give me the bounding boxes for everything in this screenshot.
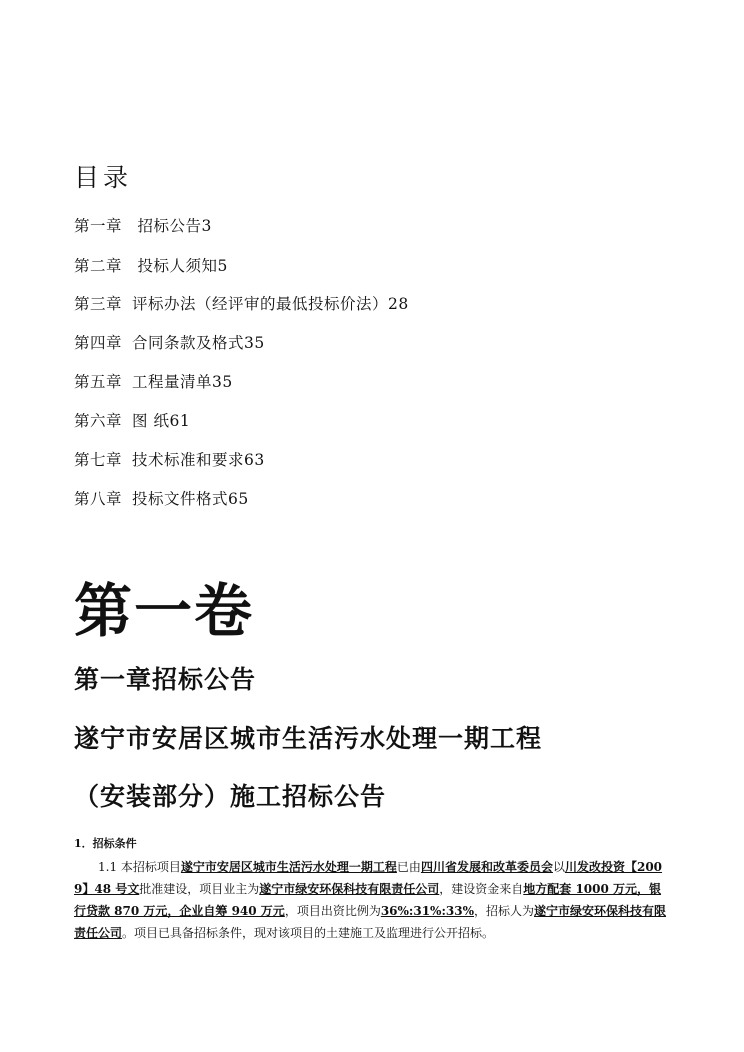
- volume-title: 第一卷: [74, 577, 255, 645]
- toc-entry-2: [74, 254, 228, 276]
- toc-chapter: 第二章: [74, 257, 123, 275]
- toc-entry-6: [74, 409, 190, 431]
- toc-entry-1: [74, 214, 212, 236]
- toc-chapter: 第四章: [74, 334, 123, 352]
- chapter-heading: 第一章招标公告: [74, 665, 257, 694]
- toc-chapter: 第六章: [74, 412, 123, 430]
- toc-heading: 目录: [74, 163, 133, 192]
- funding-ratio-underlined: 36%:31%:33%: [380, 904, 474, 918]
- toc-page: 35: [244, 334, 265, 352]
- toc-entry-3: [74, 292, 409, 314]
- toc-title: 投标人须知: [132, 257, 218, 275]
- tenderer-name-underlined: 遂宁市绿安环保科技有限责任公司: [74, 904, 667, 940]
- toc-page: 3: [201, 217, 212, 235]
- approval-authority-underlined: 四川省发展和改革委员会: [420, 860, 553, 874]
- toc-entry-4: [74, 331, 265, 353]
- para-text: 已由: [396, 860, 421, 874]
- para-text: ，建设资金来自: [439, 882, 524, 896]
- owner-name-underlined: 遂宁市绿安环保科技有限责任公司: [259, 882, 440, 896]
- toc-title: 图 纸: [132, 412, 170, 430]
- toc-page: 65: [228, 490, 249, 508]
- para-text: 。项目已具备招标条件，现对该项目的土建施工及监理进行公开招标。: [122, 926, 495, 940]
- toc-chapter: 第一章: [74, 217, 123, 235]
- toc-title: 评标办法（经评审的最低投标价法）: [132, 295, 389, 313]
- section-label: 1．招标条件: [74, 837, 137, 850]
- toc-chapter: 第八章: [74, 490, 123, 508]
- toc-page: 61: [169, 412, 191, 430]
- toc-title: 投标文件格式: [132, 490, 229, 508]
- toc-title: 工程量清单: [132, 373, 213, 391]
- toc-chapter: 第三章: [74, 295, 123, 313]
- para-text: 1.1 本招标项目: [98, 860, 181, 874]
- toc-page: 5: [217, 257, 228, 275]
- toc-title: 招标公告: [132, 217, 202, 235]
- para-text: 以: [552, 860, 565, 874]
- para-text: ，招标人为: [474, 904, 535, 918]
- toc-page: 35: [212, 373, 233, 391]
- bid-conditions-paragraph: [74, 856, 672, 944]
- toc-title: 合同条款及格式: [132, 334, 245, 352]
- approval-document-underlined: 川发改投资【2009】48 号文: [74, 860, 663, 896]
- toc-entry-8: [74, 487, 249, 509]
- toc-chapter: 第七章: [74, 451, 123, 469]
- toc-chapter: 第五章: [74, 373, 123, 391]
- toc-title: 技术标准和要求: [132, 451, 245, 469]
- project-name-underlined: 遂宁市安居区城市生活污水处理一期工程: [180, 860, 397, 874]
- toc-page: 63: [244, 451, 265, 469]
- project-title-line1: 遂宁市安居区城市生活污水处理一期工程: [74, 724, 543, 753]
- toc-entry-7: [74, 448, 265, 470]
- project-title-line2: （安装部分）施工招标公告: [74, 782, 387, 811]
- funding-source-underlined: 地方配套 1000 万元，银行贷款 870 万元，企业自筹 940 万元: [74, 882, 662, 918]
- toc-entry-5: [74, 370, 233, 392]
- para-text: ，项目出资比例为: [284, 904, 381, 918]
- toc-page: 28: [388, 295, 409, 313]
- para-text: 批准建设，项目业主为: [139, 882, 260, 896]
